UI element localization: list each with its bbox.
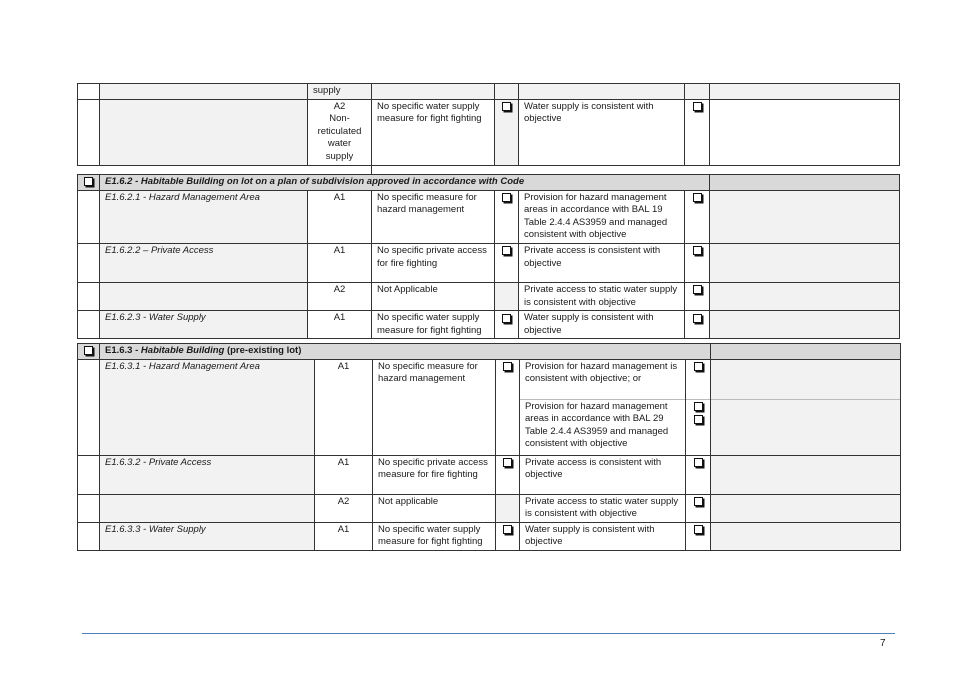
checkbox-icon[interactable]	[693, 102, 702, 111]
checkbox-icon[interactable]	[694, 362, 703, 371]
checkbox-icon[interactable]	[694, 415, 703, 424]
checkbox-icon[interactable]	[502, 102, 511, 111]
checkbox-icon[interactable]	[84, 177, 93, 186]
table-row	[78, 494, 901, 522]
checkbox-icon[interactable]	[693, 246, 702, 255]
code-cell	[308, 99, 372, 165]
performance-criteria: Water supply is consistent with objective	[519, 311, 685, 339]
section-header	[78, 175, 900, 191]
acceptable-solution: No specific private access measure for fire fighting	[373, 455, 496, 494]
performance-criteria: Water supply is consistent with objective	[519, 99, 685, 165]
element-label: E1.6.3.1 - Hazard Management Area	[100, 359, 315, 455]
table-row	[78, 84, 900, 100]
code-line: reticulated	[317, 125, 362, 137]
acceptable-solution: No specific water supply measure for fight fighting	[373, 522, 496, 550]
performance-criteria: Provision for hazard management areas in accordance with BAL 29 Table 2.4.4 AS3959 and managed consistent with objective	[525, 400, 669, 450]
table-row	[78, 359, 901, 455]
section-e162-table	[77, 174, 900, 339]
section-title: E1.6.3 - Habitable Building (pre-existing lot)	[100, 344, 711, 360]
section-header	[78, 344, 901, 360]
acceptable-solution: No specific private access for fire fighting	[372, 243, 495, 282]
element-label: E1.6.3.2 - Private Access	[100, 455, 315, 494]
element-label: E1.6.2.1 - Hazard Management Area	[100, 190, 308, 243]
performance-criteria: Water supply is consistent with objective	[520, 522, 686, 550]
performance-criteria: Private access to static water supply is consistent with objective	[519, 282, 685, 310]
acceptable-solution: Not Applicable	[372, 282, 495, 310]
continued-table	[77, 83, 900, 177]
section-e163-table	[77, 343, 901, 551]
acceptable-solution: No specific water supply measure for fight fighting	[372, 99, 495, 165]
table-row	[78, 190, 900, 243]
code-line: Non-	[329, 113, 350, 125]
checkbox-icon[interactable]	[84, 346, 93, 355]
table-row	[78, 311, 900, 339]
table-row	[78, 522, 901, 550]
checkbox-icon[interactable]	[693, 314, 702, 323]
code-cell: A2	[315, 494, 373, 522]
acceptable-solution: Not applicable	[373, 494, 496, 522]
element-label: E1.6.3.3 - Water Supply	[100, 522, 315, 550]
code-cell: A1	[315, 522, 373, 550]
table-row	[78, 99, 900, 165]
checkbox-icon[interactable]	[502, 193, 511, 202]
checkbox-icon[interactable]	[694, 525, 703, 534]
code-line: A2	[333, 100, 346, 112]
checkbox-icon[interactable]	[503, 362, 512, 371]
element-label: E1.6.2.3 - Water Supply	[100, 311, 308, 339]
checkbox-icon[interactable]	[502, 314, 511, 323]
code-cell: A1	[308, 243, 372, 282]
checkbox-icon[interactable]	[694, 497, 703, 506]
footer-divider	[82, 633, 895, 634]
checkbox-icon[interactable]	[694, 402, 703, 411]
checkbox-icon[interactable]	[503, 525, 512, 534]
code-cell: A1	[308, 311, 372, 339]
code-cell: supply	[308, 84, 372, 100]
checkbox-icon[interactable]	[693, 285, 702, 294]
checkbox-icon[interactable]	[693, 193, 702, 202]
code-cell: A2	[308, 282, 372, 310]
checkbox-icon[interactable]	[502, 246, 511, 255]
code-cell: A1	[308, 190, 372, 243]
element-label: E1.6.2.2 – Private Access	[100, 243, 308, 282]
performance-criteria: Private access to static water supply is consistent with objective	[520, 494, 686, 522]
table-row	[78, 243, 900, 282]
checkbox-icon[interactable]	[694, 458, 703, 467]
performance-criteria: Provision for hazard management areas in accordance with BAL 19 Table 2.4.4 AS3959 and managed consistent with objective	[519, 190, 685, 243]
table-row	[78, 455, 901, 494]
code-cell: A1	[315, 455, 373, 494]
acceptable-solution: No specific measure for hazard management	[372, 190, 495, 243]
performance-criteria: Private access is consistent with objective	[519, 243, 685, 282]
performance-criteria: Private access is consistent with objective	[520, 455, 686, 494]
performance-criteria: Provision for hazard management is consistent with objective; or	[520, 360, 685, 400]
code-line: water	[327, 138, 352, 150]
table-row	[78, 282, 900, 310]
acceptable-solution: No specific water supply measure for fight fighting	[372, 311, 495, 339]
page-number: 7	[880, 638, 886, 649]
checkbox-icon[interactable]	[503, 458, 512, 467]
acceptable-solution: No specific measure for hazard management	[373, 359, 496, 455]
code-cell: A1	[315, 359, 373, 455]
code-line: supply	[325, 150, 354, 162]
section-title: E1.6.2 - Habitable Building on lot on a plan of subdivision approved in accordance with Code	[100, 175, 710, 191]
